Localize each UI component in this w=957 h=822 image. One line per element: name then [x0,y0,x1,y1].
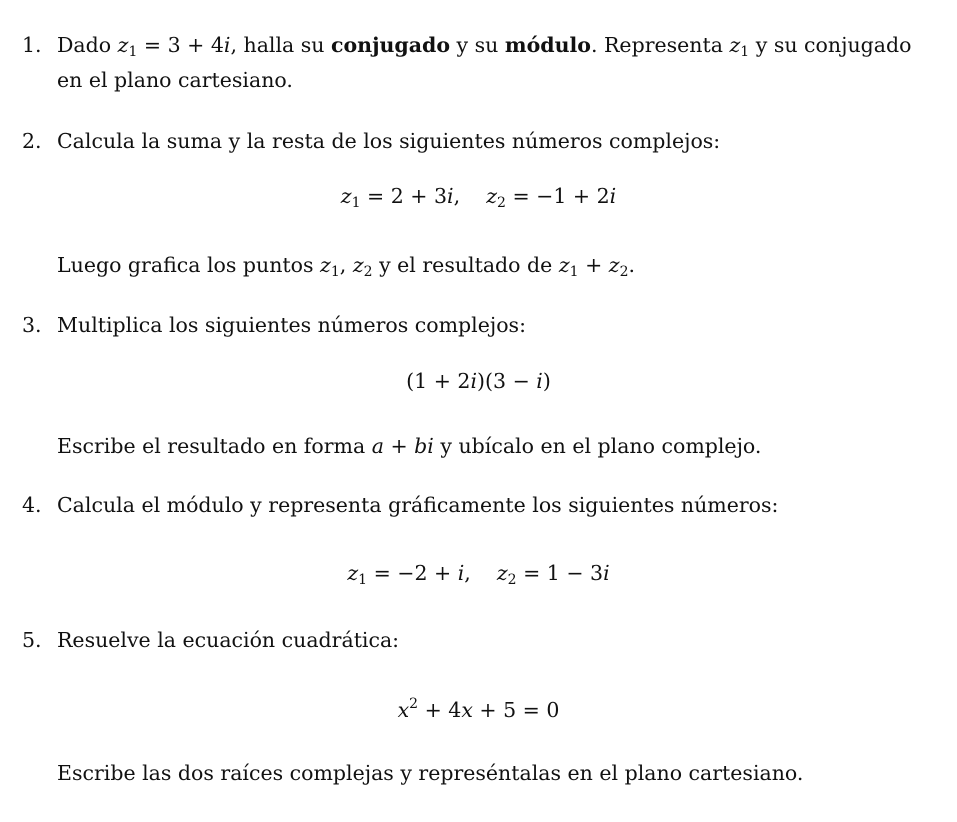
item-5-text: Resuelve la ecuación cuadrática: [57,628,400,652]
item-3-text: Multiplica los siguientes números complejos: [57,313,526,337]
item-4-text: Calcula el módulo y representa gráficamente los siguientes números: [57,493,779,517]
item-1-text: Dado $z_1 = 3 + 4i$, halla su conjugado y su módulo. Representa $z_1$ y su conjugado [57,33,912,60]
item-2-text: Calcula la suma y la resta de los siguientes números complejos: [57,129,721,153]
item-5-follow: Escribe las dos raíces complejas y represéntalas en el plano cartesiano. [57,761,804,785]
item-2-equation: $z_1 = 2 + 3i$, $z_2 = -1 + 2i$ [340,184,617,211]
item-1-text-cont: en el plano cartesiano. [57,68,293,92]
item-3-number: 3. [22,313,42,337]
item-2-number: 2. [22,129,42,153]
item-4-equation: $z_1 = -2 + i$, $z_2 = 1 - 3i$ [347,561,610,588]
item-3-follow: Escribe el resultado en forma a + bi y ubícalo en el plano complejo. [57,434,762,458]
item-2-follow: Luego grafica los puntos $z_1$, $z_2$ y el resultado de $z_1 + z_2$. [57,253,636,280]
item-5-equation: $x^2 + 4x + 5 = 0$ [397,696,560,722]
item-4-number: 4. [22,493,42,517]
item-3-equation: (1 + 2i)(3 − i) [406,369,551,393]
item-1-number: 1. [22,33,42,57]
item-5-number: 5. [22,628,42,652]
